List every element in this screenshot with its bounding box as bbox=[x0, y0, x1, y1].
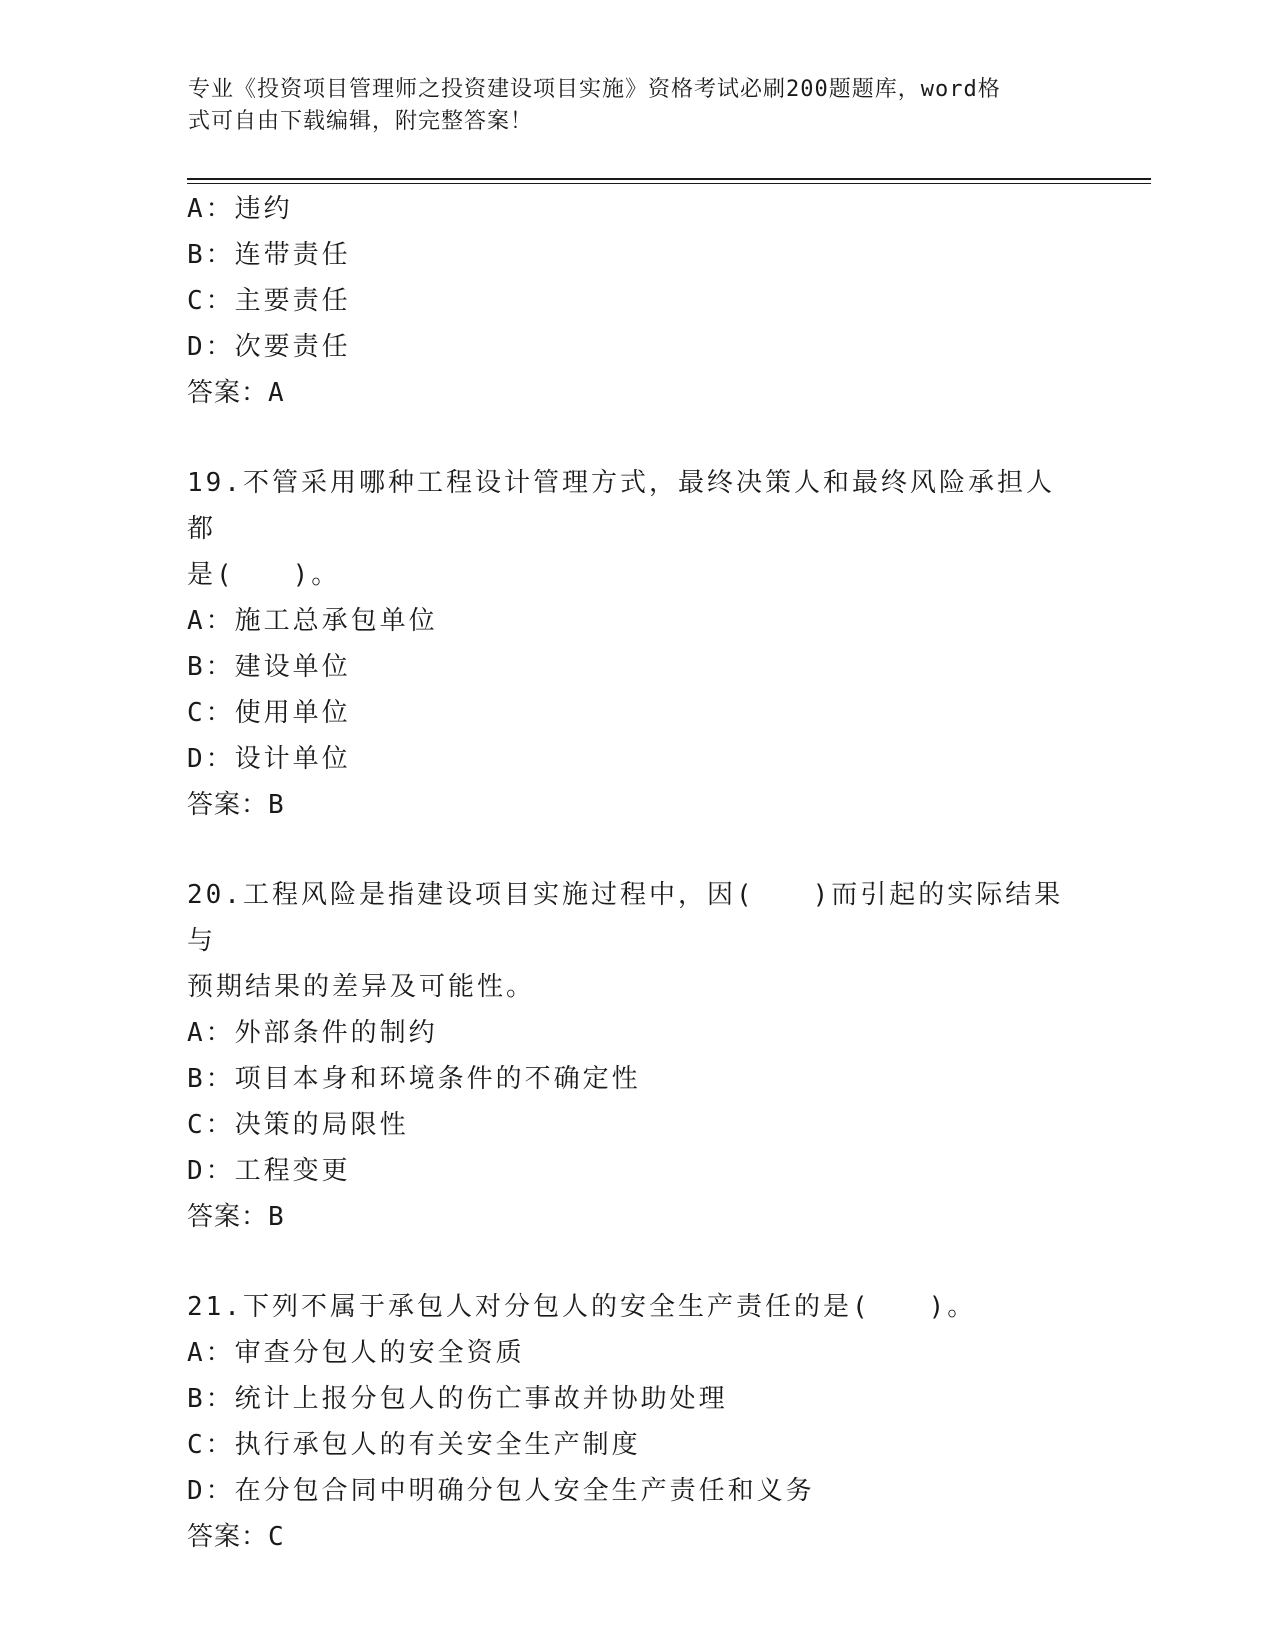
document-header bbox=[188, 74, 1068, 138]
answer: 答案：C bbox=[187, 1522, 285, 1552]
question-stem-line-2: 预期结果的差异及可能性。 bbox=[187, 972, 536, 1002]
question-list bbox=[187, 186, 1087, 1560]
option-a: A：违约 bbox=[187, 194, 293, 224]
answer: 答案：B bbox=[187, 1202, 285, 1232]
question-stem bbox=[187, 460, 1067, 598]
question-stem bbox=[187, 1284, 1067, 1330]
option-c: C：执行承包人的有关安全生产制度 bbox=[187, 1430, 641, 1460]
question-21 bbox=[187, 1284, 1087, 1560]
question-stem-line-1: 20.工程风险是指建设项目实施过程中，因( )而引起的实际结果与 bbox=[187, 880, 1064, 956]
question-stem-line-1: 21.下列不属于承包人对分包人的安全生产责任的是( )。 bbox=[187, 1292, 977, 1322]
option-b: B：项目本身和环境条件的不确定性 bbox=[187, 1064, 641, 1094]
option-c: C：主要责任 bbox=[187, 286, 351, 316]
header-divider bbox=[187, 178, 1151, 184]
answer: 答案：A bbox=[187, 378, 285, 408]
option-d: D：在分包合同中明确分包人安全生产责任和义务 bbox=[187, 1476, 815, 1506]
option-a: A：施工总承包单位 bbox=[187, 606, 438, 636]
option-d: D：次要责任 bbox=[187, 332, 351, 362]
question-stem bbox=[187, 872, 1067, 1010]
option-d: D：设计单位 bbox=[187, 744, 351, 774]
option-b: B：连带责任 bbox=[187, 240, 351, 270]
question-stem-line-2: 是( )。 bbox=[187, 560, 341, 590]
question-stem-line-1: 19.不管采用哪种工程设计管理方式，最终决策人和最终风险承担人都 bbox=[187, 468, 1055, 544]
option-a: A：外部条件的制约 bbox=[187, 1018, 438, 1048]
header-line-2: 式可自由下载编辑，附完整答案！ bbox=[188, 109, 534, 134]
question-20 bbox=[187, 872, 1087, 1240]
option-c: C：决策的局限性 bbox=[187, 1110, 409, 1140]
question-19 bbox=[187, 460, 1087, 828]
question-18 bbox=[187, 186, 1087, 416]
option-c: C：使用单位 bbox=[187, 698, 351, 728]
option-d: D：工程变更 bbox=[187, 1156, 351, 1186]
header-line-1: 专业《投资项目管理师之投资建设项目实施》资格考试必刷200题题库，word格 bbox=[188, 77, 1001, 102]
option-b: B：统计上报分包人的伤亡事故并协助处理 bbox=[187, 1384, 728, 1414]
option-a: A：审查分包人的安全资质 bbox=[187, 1338, 525, 1368]
answer: 答案：B bbox=[187, 790, 285, 820]
option-b: B：建设单位 bbox=[187, 652, 351, 682]
